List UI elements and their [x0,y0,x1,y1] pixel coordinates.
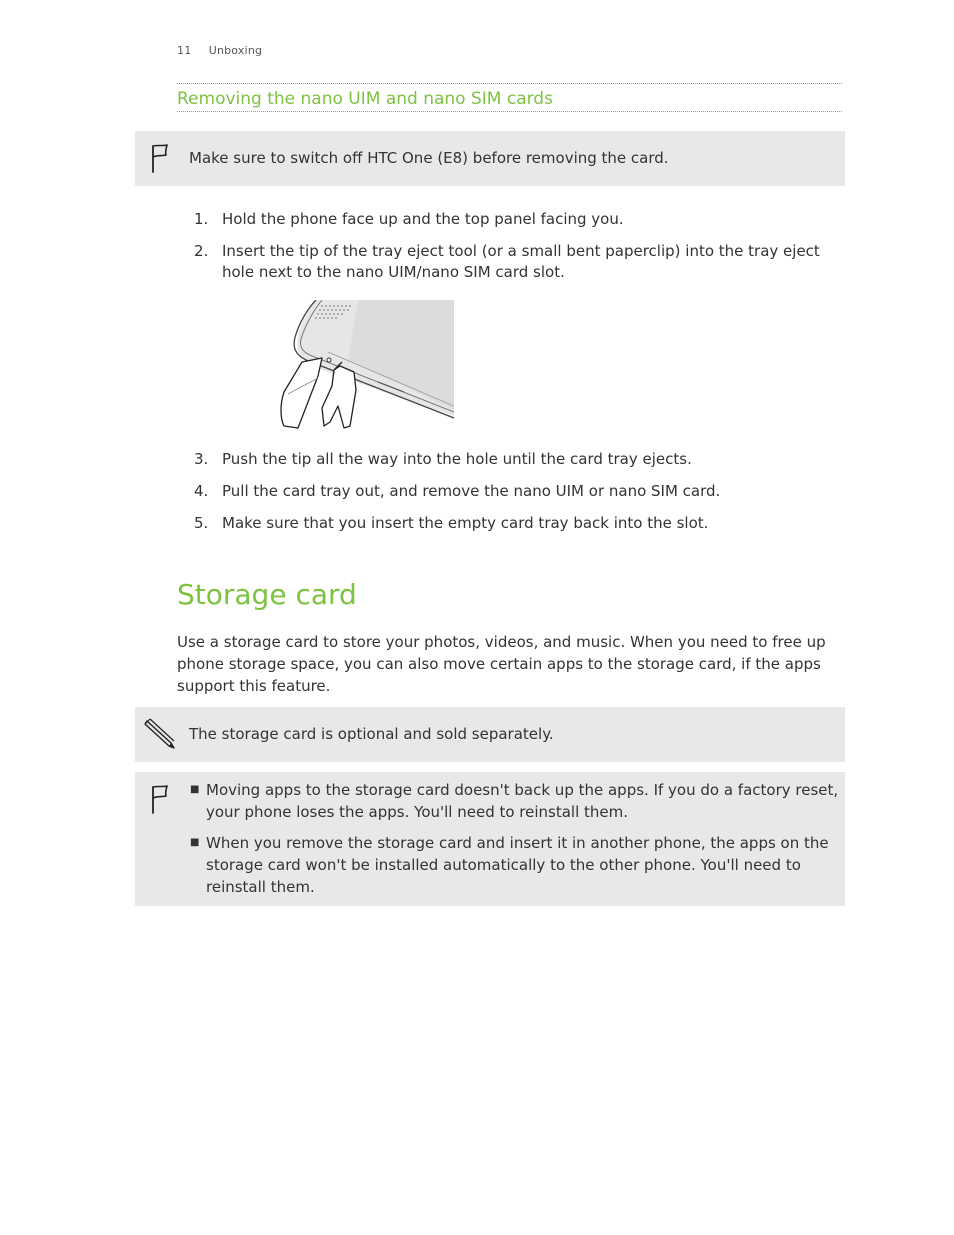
list-item [190,513,840,534]
important-note-text: Make sure to switch off HTC One (E8) before removing the card. [189,149,669,167]
flag-icon [149,143,171,179]
step-number: 5. [194,514,209,532]
step-text: Push the tip all the way into the hole until the card tray ejects. [222,450,692,468]
step-number: 3. [194,450,209,468]
steps-list-second [190,449,840,534]
bullet-marker: ■ [190,837,200,848]
bullet-text: When you remove the storage card and insert it in another phone, the apps on the storage card won't be installed automatically to the other phone. You'll need to reinstall them. [206,834,829,896]
bullet-marker: ■ [190,784,200,795]
tip-note-text: The storage card is optional and sold separately. [189,725,554,743]
step-number: 2. [194,242,209,260]
step-number: 1. [194,210,209,228]
storage-card-intro: Use a storage card to store your photos, videos, and music. When you need to free up phone storage space, you can also move certain apps to the storage card, if the apps support this feature. [177,633,826,695]
page-header [177,44,262,57]
important-bullet-list [188,779,842,898]
list-item [188,779,842,823]
list-item [190,481,840,502]
steps-list-first [190,209,840,283]
tip-note-box [135,707,845,762]
step-text: Hold the phone face up and the top panel facing you. [222,210,624,228]
pencil-icon [143,717,177,755]
page-number: 11 [177,44,192,57]
sub-section-heading-block [177,83,842,112]
list-item [188,832,842,898]
list-item [190,449,840,470]
header-section-name: Unboxing [208,44,263,57]
list-item [190,241,840,283]
sim-eject-illustration [278,300,454,430]
step-text: Pull the card tray out, and remove the nano UIM or nano SIM card. [222,482,721,500]
important-note-box [135,131,845,186]
step-number: 4. [194,482,209,500]
step-text: Insert the tip of the tray eject tool (or a small bent paperclip) into the tray eject hole next to the nano UIM/nano SIM card slot. [222,242,820,281]
storage-card-title: Storage card [177,578,357,611]
list-item [190,209,840,230]
flag-icon [149,784,171,820]
bullet-text: Moving apps to the storage card doesn't back up the apps. If you do a factory reset, your phone loses the apps. You'll need to reinstall them. [206,781,839,821]
step-text: Make sure that you insert the empty card tray back into the slot. [222,514,709,532]
sub-section-title: Removing the nano UIM and nano SIM cards [177,89,553,109]
